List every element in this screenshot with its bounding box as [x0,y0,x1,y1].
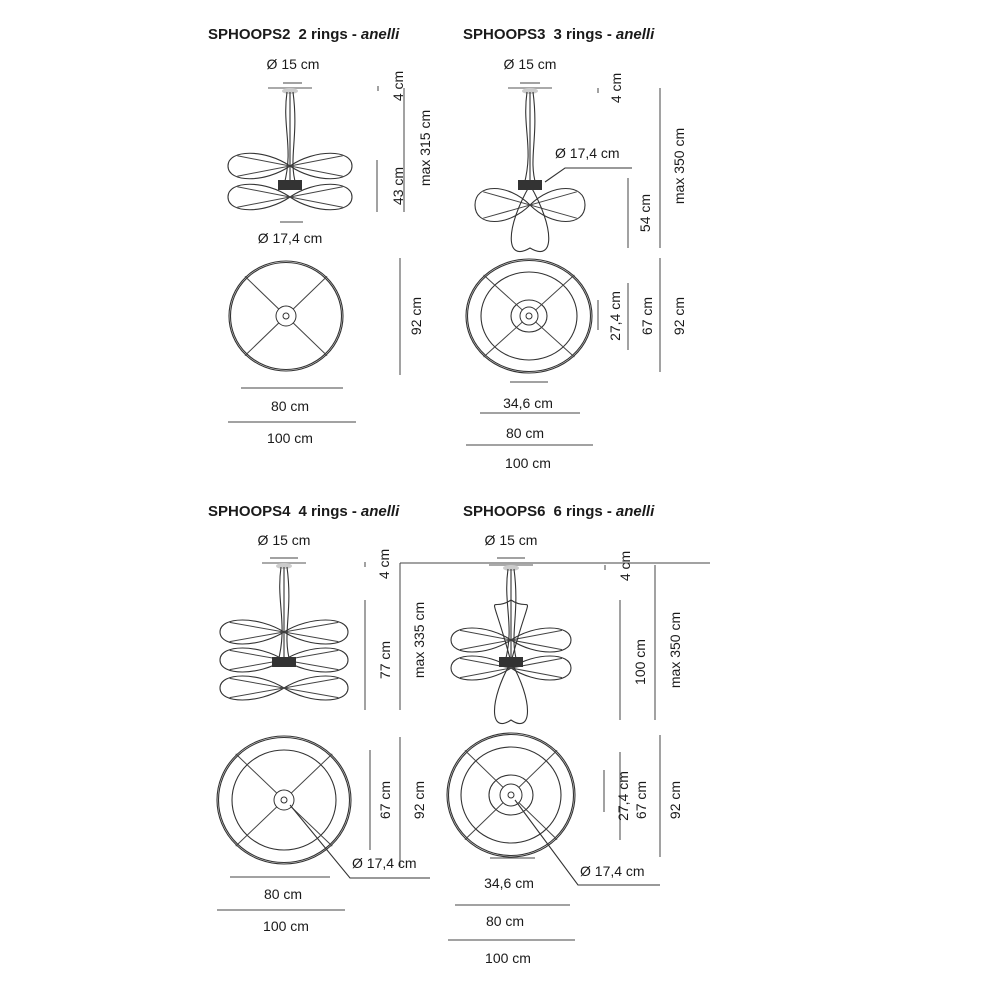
canopy-diameter: Ø 15 cm [484,532,538,548]
inner-width: 80 cm [485,913,525,929]
hub-center [526,313,532,319]
ring-lobe-right [284,620,348,644]
band-diameter: Ø 17,4 cm [580,863,645,879]
mid-height: 67 cm [377,780,393,820]
lamp-height: 54 cm [637,193,653,233]
panel-sphoops3 [463,26,687,471]
band-diameter: Ø 17,4 cm [555,145,620,161]
suspension-cable [533,92,536,185]
suspension-cable [287,567,290,662]
inner-width: 80 cm [263,886,303,902]
suspension-cable [524,92,528,185]
canopy-height: 4 cm [608,72,624,104]
inner-width: 80 cm [505,425,545,441]
suspension-cable [293,92,296,185]
max-height: max 350 cm [667,611,683,689]
panel-sphoops4 [208,503,427,934]
outer-width: 100 cm [267,430,313,446]
ring-lobe-right [284,676,348,700]
top-height: 92 cm [667,780,683,820]
mid-height: 67 cm [633,780,649,820]
suspension-cable [278,567,282,662]
model-title: SPHOOPS4 4 rings - anelli [208,503,400,520]
top-height: 92 cm [411,780,427,820]
ring-lobe-right [290,153,352,179]
center-band [278,180,302,190]
center-band [499,657,523,667]
canopy-diameter: Ø 15 cm [266,56,320,72]
hub-center [508,792,514,798]
ring-lobe-left [220,620,284,644]
ring-lobe-right [530,189,585,222]
lamp-height: 43 cm [390,166,406,206]
center-band [518,180,542,190]
top-height: 92 cm [408,296,424,336]
small-width: 34,6 cm [484,875,534,891]
canopy-height: 4 cm [617,550,633,582]
model-title: SPHOOPS2 2 rings - anelli [208,26,400,43]
panel-sphoops2 [208,26,433,446]
mid-height: 67 cm [639,296,655,336]
hub-center [281,797,287,803]
band-diameter: Ø 17,4 cm [352,855,417,871]
outer-width: 100 cm [263,918,309,934]
small-height: 27,4 cm [607,291,623,341]
hub-center [283,313,289,319]
canopy-diameter: Ø 15 cm [257,532,311,548]
ring-loop [495,662,528,724]
model-title: SPHOOPS3 3 rings - anelli [463,26,655,43]
ring-lobe-left [220,676,284,700]
max-height: max 315 cm [417,109,433,187]
canopy-diameter: Ø 15 cm [503,56,557,72]
inner-width: 80 cm [270,398,310,414]
suspension-cable [284,92,288,185]
ring-lobe-left [228,153,290,179]
outer-width: 100 cm [485,950,531,966]
max-height: max 350 cm [671,127,687,205]
lamp-height: 100 cm [632,639,648,685]
center-band [272,657,296,667]
outer-width: 100 cm [505,455,551,471]
small-width: 34,6 cm [503,395,553,411]
ring-lobe-left [475,189,530,222]
canopy-height: 4 cm [390,70,406,102]
top-height: 92 cm [671,296,687,336]
max-height: max 335 cm [411,601,427,679]
model-title: SPHOOPS6 6 rings - anelli [463,503,655,520]
canopy-height: 4 cm [376,548,392,580]
small-height: 27,4 cm [615,771,631,821]
lamp-height: 77 cm [377,640,393,680]
leader-line [545,168,632,182]
band-diameter: Ø 17,4 cm [257,230,323,246]
